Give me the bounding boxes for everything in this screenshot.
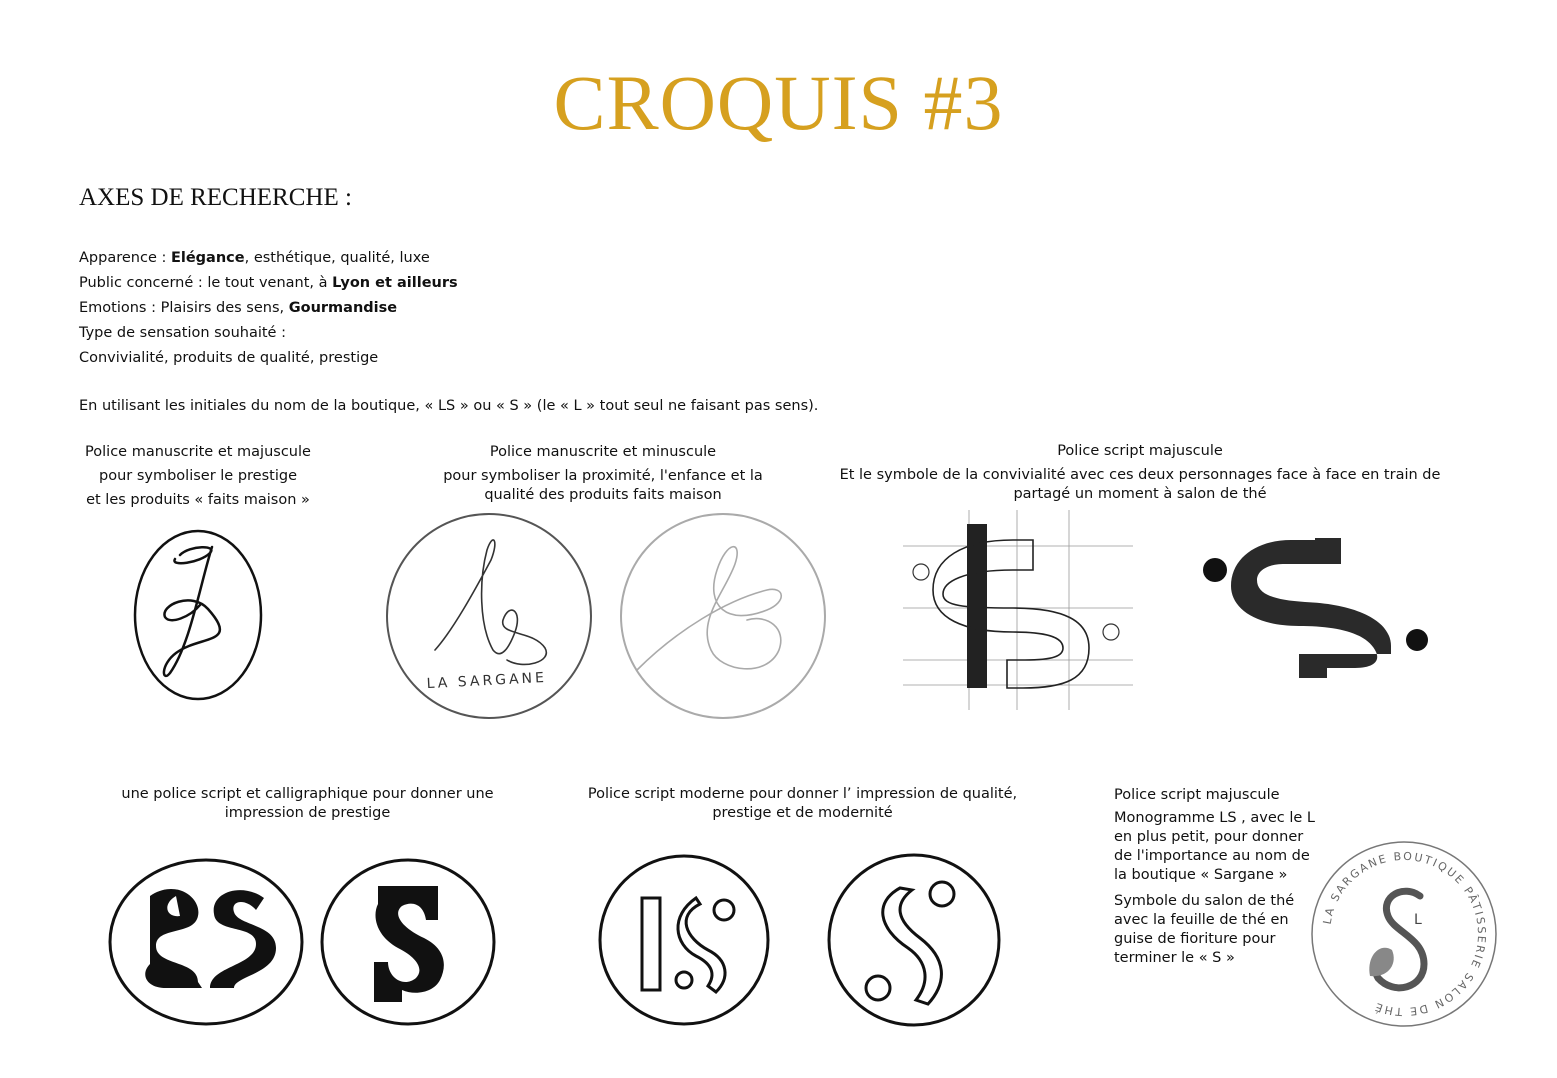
research-axes <box>79 246 458 371</box>
axis-sensation-values: Convivialité, produits de qualité, prestige <box>79 350 379 366</box>
axis-public: Public concerné : le tout venant, à Lyon et ailleurs <box>79 275 458 291</box>
stamp-small-l: L <box>1414 912 1422 928</box>
axis-apparence: Apparence : Elégance, esthétique, qualité, luxe <box>79 250 430 266</box>
sketch-s-circle <box>617 510 829 722</box>
caption-1: Police manuscrite et majuscule pour symboliser le prestige et les produits « faits maison » <box>85 444 311 508</box>
sketch-modern-s <box>824 852 1004 1028</box>
sketch-ornate-s <box>318 856 500 1028</box>
sketch-s-bold <box>1195 528 1435 688</box>
caption-4: une police script et calligraphique pour donner une impression de prestige <box>121 786 494 821</box>
sketch-la-sargane-label: LA SARGANE <box>426 669 548 693</box>
caption-6-symbol: Symbole du salon de thé avec la feuille de thé en guise de fioriture pour terminer le « S » <box>1114 893 1295 966</box>
sketch-stamp <box>1308 838 1500 1030</box>
caption-2: Police manuscrite et minuscule pour symboliser la proximité, l'enfance et la qualité des produits faits maison <box>443 444 763 503</box>
sketch-s-construction <box>903 510 1133 710</box>
sketch-ornate-ls <box>106 856 306 1028</box>
sketch-ls-oval <box>130 525 270 710</box>
caption-3: Police script majuscule Et le symbole de la convivialité avec ces deux personnages face à face en train de partagé un moment à salon de thé <box>839 443 1441 502</box>
caption-5: Police script moderne pour donner l’ impression de qualité, prestige et de modernité <box>587 786 1018 821</box>
axis-sensation: Type de sensation souhaité : <box>79 325 286 341</box>
axis-emotions: Emotions : Plaisirs des sens, Gourmandise <box>79 300 398 316</box>
page-title: CROQUIS #3 <box>553 59 1004 146</box>
sketch-modern-ls <box>596 852 772 1028</box>
caption-6-title: Police script majuscule <box>1114 787 1280 803</box>
stamp-ring-text: LA SARGANE BOUTIQUE PÂTISSERIE SALON DE THÉ <box>1320 849 1489 1019</box>
caption-6-monogram: Monogramme LS , avec le L en plus petit, pour donner de l'importance au nom de la boutique « Sargane » <box>1114 810 1315 883</box>
section-heading: AXES DE RECHERCHE : <box>79 184 352 211</box>
sketch-ls-circle <box>383 510 595 722</box>
intro-text: En utilisant les initiales du nom de la boutique, « LS » ou « S » (le « L » tout seul ne faisant pas sens). <box>79 398 819 414</box>
